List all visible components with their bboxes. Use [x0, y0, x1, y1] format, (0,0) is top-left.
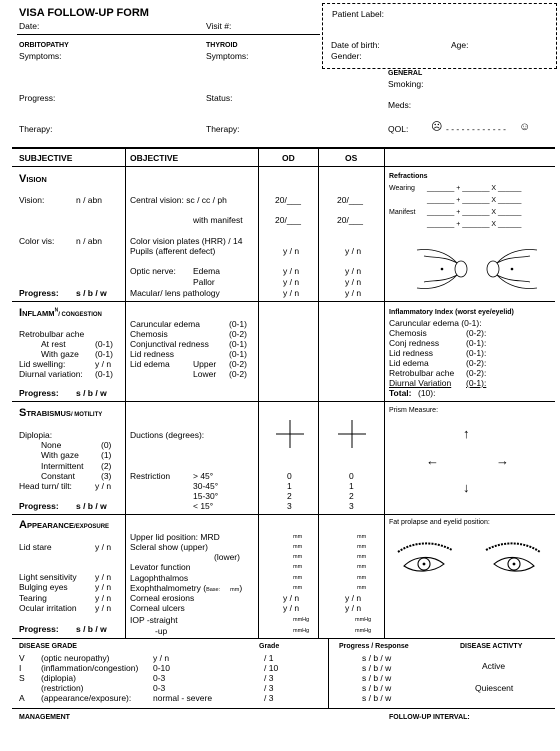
od-pallor: y / n — [283, 277, 300, 287]
vision-label: Vision: — [19, 195, 45, 205]
diplopia-intermittent: Intermittent — [41, 461, 84, 471]
col-subjective: SUBJECTIVE — [19, 153, 73, 163]
color-plates: Color vision plates (HRR) / 14 — [130, 236, 243, 246]
scleral-lower: (lower) — [214, 552, 240, 562]
grade-i-score: / 10 — [264, 663, 279, 673]
optic-nerve: Optic nerve: — [130, 266, 176, 276]
grade-i-range: 0-10 — [153, 663, 171, 673]
lid-redness-scale: (0-1) — [229, 349, 247, 359]
index-chemosis: Chemosis — [389, 328, 427, 338]
os-mrd-mm: mm — [357, 534, 367, 540]
caruncular-scale: (0-1) — [229, 319, 247, 329]
index-total-scale: (10): — [418, 388, 436, 398]
light-sensitivity: Light sensitivity — [19, 572, 77, 582]
index-caruncular: Caruncular edema (0-1): — [389, 318, 482, 328]
orbitopathy-heading: ORBITOPATHY — [19, 42, 69, 49]
index-diurnal-scale: (0-1): — [466, 378, 487, 388]
macular: Macular/ lens pathology — [130, 288, 220, 298]
ductions-label: Ductions (degrees): — [130, 430, 205, 440]
inflamm-progress-label: Progress: — [19, 388, 59, 398]
grade-r-score: / 3 — [264, 683, 274, 693]
section-divider-strab — [12, 514, 555, 515]
patient-label: Patient Label: — [332, 9, 384, 19]
grade-v-letter: V — [19, 653, 25, 663]
qol-scale: - - - - - - - - - - - - — [446, 124, 506, 134]
lid-edema-upper: Upper — [193, 359, 217, 369]
vision-n-abn: n / abn — [76, 195, 102, 205]
col-line-disease — [328, 638, 329, 708]
thyroid-therapy: Therapy: — [206, 124, 240, 134]
col-line-right — [384, 147, 385, 638]
manifest-line-2[interactable]: _______ + _______ X ______ — [427, 221, 522, 228]
wearing-label: Wearing — [389, 185, 415, 192]
os-ductions-cross[interactable] — [337, 419, 367, 449]
bulging-eyes: Bulging eyes — [19, 582, 68, 592]
os-exoph-mm: mm — [357, 585, 367, 591]
od-central: 20/___ — [275, 195, 301, 205]
os-levator-mm: mm — [357, 564, 367, 570]
with-gaze-scale: (0-1) — [95, 349, 113, 359]
eyelid-diagram — [394, 538, 544, 590]
grade-a-score: / 3 — [264, 693, 274, 703]
od-mrd-mm: mm — [293, 534, 303, 540]
section-divider-appearance — [12, 638, 555, 639]
vision-heading: VISION — [19, 173, 47, 185]
exophthalmometry: Exophthalmometry (Base: mm) — [130, 583, 243, 593]
tearing-yn: y / n — [95, 593, 112, 603]
levator-function: Levator function — [130, 562, 191, 572]
age-label: Age: — [451, 40, 469, 50]
grade-r-desc: (restriction) — [41, 683, 84, 693]
scleral-show: Scleral show (upper) — [130, 542, 208, 552]
od-erosions-yn: y / n — [283, 593, 300, 603]
pupils: Pupils (afferent defect) — [130, 246, 216, 256]
inflamm-index-heading: Inflammatory Index (worst eye/eyelid) — [389, 309, 514, 316]
tearing: Tearing — [19, 593, 47, 603]
od-restriction-1: 1 — [287, 481, 292, 491]
fundus-diagram — [412, 244, 542, 294]
table-top-border — [12, 147, 555, 149]
lid-swelling-yn: y / n — [95, 359, 112, 369]
diplopia-grade-0: (0) — [101, 440, 112, 450]
diplopia-gaze: With gaze — [41, 450, 79, 460]
disease-grade-heading: DISEASE GRADE — [19, 643, 77, 650]
color-vis-label: Color vis: — [19, 236, 55, 246]
os-macular: y / n — [345, 288, 362, 298]
grade-s-desc: (diplopia) — [41, 673, 76, 683]
grade-v-score: / 1 — [264, 653, 274, 663]
thyroid-heading: THYROID — [206, 42, 238, 49]
od-ductions-cross[interactable] — [275, 419, 305, 449]
diurnal-variation: Diurnal variation: — [19, 369, 83, 379]
general-heading: GENERAL — [388, 70, 423, 77]
thyroid-status: Status: — [206, 93, 233, 103]
head-turn-yn: y / n — [95, 481, 112, 491]
strabismus-heading: STRABISMUS/ MOTILITY — [19, 407, 103, 419]
section-divider-inflamm — [12, 401, 555, 402]
orbitopathy-therapy: Therapy: — [19, 124, 53, 134]
grade-v-desc: (optic neuropathy) — [41, 653, 110, 663]
diplopia-none: None — [41, 440, 62, 450]
disease-activity-heading: DISEASE ACTIVTY — [460, 643, 523, 650]
at-rest: At rest — [41, 339, 66, 349]
grade-a-range: normal - severe — [153, 693, 213, 703]
lid-edema-lower: Lower — [193, 369, 217, 379]
lagophthalmos: Lagophthalmos — [130, 573, 189, 583]
section-divider-vision — [12, 301, 555, 302]
head-turn: Head turn/ tilt: — [19, 481, 72, 491]
lid-edema-lower-scale: (0-2) — [229, 369, 247, 379]
sad-face-icon: ☹ — [431, 121, 443, 133]
inflamm-heading: $INFLAMM^N/$ CONGESTION — [19, 307, 102, 319]
gender-label: Gender: — [331, 51, 362, 61]
upper-lid-position: Upper lid position: MRD — [130, 532, 220, 542]
os-iop-up: mmHg — [355, 628, 372, 634]
index-conj-scale: (0-1): — [466, 338, 487, 348]
restriction-label: Restriction — [130, 471, 171, 481]
smoking-label: Smoking: — [388, 79, 424, 89]
os-ulcers-yn: y / n — [345, 603, 362, 613]
wearing-line-2[interactable]: _______ + _______ X ______ — [427, 197, 522, 204]
od-exoph-mm: mm — [293, 585, 303, 591]
appearance-progress-sbw[interactable]: s / b / w — [76, 624, 107, 634]
arrow-right-icon: → — [496, 453, 509, 468]
os-scleral-lower-mm: mm — [357, 554, 367, 560]
os-central: 20/___ — [337, 195, 363, 205]
lid-swelling: Lid swelling: — [19, 359, 66, 369]
restriction-lt15: < 15° — [193, 501, 214, 511]
thyroid-symptoms: Symptoms: — [206, 51, 249, 61]
refractions-heading: Refractions — [389, 173, 428, 180]
activity-quiescent[interactable]: Quiescent — [475, 683, 514, 693]
od-restriction-3: 3 — [287, 501, 292, 511]
corneal-ulcers: Corneal ulcers — [130, 603, 185, 613]
arrow-up-icon: ↑ — [463, 426, 470, 441]
pallor-label: Pallor — [193, 277, 215, 287]
od-iop-straight: mmHg — [293, 617, 310, 623]
od-levator-mm: mm — [293, 564, 303, 570]
chemosis-scale: (0-2) — [229, 329, 247, 339]
os-restriction-3: 3 — [349, 501, 354, 511]
retrobulbar-ache: Retrobulbar ache — [19, 329, 85, 339]
col-os: OS — [345, 153, 358, 163]
at-rest-scale: (0-1) — [95, 339, 113, 349]
od-edema: y / n — [283, 266, 300, 276]
grade-v-progress[interactable]: s / b / w — [362, 653, 392, 663]
grade-a-progress[interactable]: s / b / w — [362, 693, 392, 703]
meds-label: Meds: — [388, 100, 412, 110]
os-edema: y / n — [345, 266, 362, 276]
grade-i-letter: I — [19, 663, 22, 673]
col-objective: OBJECTIVE — [130, 153, 179, 163]
lid-edema: Lid edema — [130, 359, 170, 369]
restriction-15-30: 15-30° — [193, 491, 219, 501]
index-total: Total: — [389, 388, 412, 398]
index-retrobulbar: Retrobulbar ache — [389, 368, 455, 378]
grade-r-range: 0-3 — [153, 683, 166, 693]
appearance-heading: APPEARANCE/EXPOSURE — [19, 519, 110, 531]
section-divider-disease — [12, 708, 555, 709]
conj-scale: (0-1) — [229, 339, 247, 349]
os-pupils: y / n — [345, 246, 362, 256]
strab-progress-sbw[interactable]: s / b / w — [76, 501, 107, 511]
od-scleral-upper-mm: mm — [293, 544, 303, 550]
orbitopathy-symptoms: Symptoms: — [19, 51, 62, 61]
col-od: OD — [282, 153, 295, 163]
light-sensitivity-yn: y / n — [95, 572, 112, 582]
grade-v-range: y / n — [153, 653, 170, 663]
happy-face-icon: ☺ — [519, 121, 531, 133]
grade-s-score: / 3 — [264, 673, 274, 683]
index-diurnal: Diurnal Variation — [389, 378, 452, 388]
lid-edema-upper-scale: (0-2) — [229, 359, 247, 369]
arrow-down-icon: ↓ — [463, 480, 470, 495]
index-retrobulbar-scale: (0-2): — [466, 368, 487, 378]
orbitopathy-progress: Progress: — [19, 93, 56, 103]
diplopia-grade-1: (1) — [101, 450, 112, 460]
grade-i-progress[interactable]: s / b / w — [362, 663, 392, 673]
progress-response-heading: Progress / Response — [339, 643, 409, 650]
iop-straight: IOP -straight — [130, 615, 178, 625]
od-pupils: y / n — [283, 246, 300, 256]
os-pallor: y / n — [345, 277, 362, 287]
index-conj: Conj redness — [389, 338, 440, 348]
fat-prolapse-heading: Fat prolapse and eyelid position: — [389, 519, 490, 526]
caruncular-edema: Caruncular edema — [130, 319, 200, 329]
os-iop-straight: mmHg — [355, 617, 372, 623]
od-ulcers-yn: y / n — [283, 603, 300, 613]
od-restriction-0: 0 — [287, 471, 292, 481]
lid-stare: Lid stare — [19, 542, 52, 552]
activity-active[interactable]: Active — [482, 661, 506, 671]
inflamm-progress-sbw[interactable]: s / b / w — [76, 388, 107, 398]
grade-a-desc: (appearance/exposure): — [41, 693, 132, 703]
chemosis: Chemosis — [130, 329, 168, 339]
lid-redness: Lid redness — [130, 349, 174, 359]
os-restriction-0: 0 — [349, 471, 354, 481]
conj-redness: Conjunctival redness — [130, 339, 209, 349]
column-header-divider — [12, 166, 555, 167]
vision-progress-sbw[interactable]: s / b / w — [76, 288, 107, 298]
od-iop-up: mmHg — [293, 628, 310, 634]
od-lago-mm: mm — [293, 575, 303, 581]
os-scleral-upper-mm: mm — [357, 544, 367, 550]
followup-heading: FOLLOW-UP INTERVAL: — [389, 714, 470, 721]
os-erosions-yn: y / n — [345, 593, 362, 603]
edema-label: Edema — [193, 266, 220, 276]
date-label: Date: — [19, 21, 40, 31]
index-lid-edema-scale: (0-2): — [466, 358, 487, 368]
manifest-label: Manifest — [389, 209, 416, 216]
management-heading: MANAGEMENT — [19, 714, 70, 721]
restriction-gt45: > 45° — [193, 471, 214, 481]
restriction-30-45: 30-45° — [193, 481, 219, 491]
diplopia-constant: Constant — [41, 471, 76, 481]
wearing-line-1[interactable]: _______ + _______ X ______ — [427, 185, 522, 192]
diplopia-grade-2: (2) — [101, 461, 112, 471]
od-macular: y / n — [283, 288, 300, 298]
os-lago-mm: mm — [357, 575, 367, 581]
appearance-progress-label: Progress: — [19, 624, 59, 634]
od-scleral-lower-mm: mm — [293, 554, 303, 560]
iop-up: -up — [155, 626, 168, 636]
diplopia-grade-3: (3) — [101, 471, 112, 481]
with-gaze: With gaze — [41, 349, 79, 359]
form-title: VISA FOLLOW-UP FORM — [19, 7, 149, 19]
with-manifest: with manifest — [193, 215, 243, 225]
dob-label: Date of birth: — [331, 40, 380, 50]
diplopia-label: Diplopia: — [19, 430, 53, 440]
index-lid-redness-scale: (0-1): — [466, 348, 487, 358]
index-lid-redness: Lid redness — [389, 348, 433, 358]
corneal-erosions: Corneal erosions — [130, 593, 195, 603]
ocular-irritation-yn: y / n — [95, 603, 112, 613]
arrow-left-icon: ← — [426, 453, 439, 468]
grade-r-progress[interactable]: s / b / w — [362, 683, 392, 693]
col-line-od — [258, 147, 259, 638]
qol-label: QOL: — [388, 124, 409, 134]
vision-progress-label: Progress: — [19, 288, 59, 298]
prism-measure-heading: Prism Measure: — [389, 407, 439, 414]
grade-a-letter: A — [19, 693, 25, 703]
visit-label: Visit #: — [206, 21, 232, 31]
od-restriction-2: 2 — [287, 491, 292, 501]
grade-heading: Grade — [259, 643, 280, 650]
header-divider — [17, 34, 320, 35]
grade-s-progress[interactable]: s / b / w — [362, 673, 392, 683]
lid-stare-yn: y / n — [95, 542, 112, 552]
od-manifest: 20/___ — [275, 215, 301, 225]
index-lid-edema: Lid edema — [389, 358, 429, 368]
col-line-objective — [125, 147, 126, 638]
ocular-irritation: Ocular irritation — [19, 603, 77, 613]
manifest-line-1[interactable]: _______ + _______ X ______ — [427, 209, 522, 216]
os-manifest: 20/___ — [337, 215, 363, 225]
col-line-os — [318, 147, 319, 638]
grade-s-letter: S — [19, 673, 25, 683]
grade-i-desc: (inflammation/congestion) — [41, 663, 139, 673]
strab-progress-label: Progress: — [19, 501, 59, 511]
os-restriction-2: 2 — [349, 491, 354, 501]
os-restriction-1: 1 — [349, 481, 354, 491]
central-vision: Central vision: sc / cc / ph — [130, 195, 227, 205]
color-vis-n-abn: n / abn — [76, 236, 102, 246]
grade-s-range: 0-3 — [153, 673, 166, 683]
index-chemosis-scale: (0-2): — [466, 328, 487, 338]
bulging-eyes-yn: y / n — [95, 582, 112, 592]
diurnal-scale: (0-1) — [95, 369, 113, 379]
